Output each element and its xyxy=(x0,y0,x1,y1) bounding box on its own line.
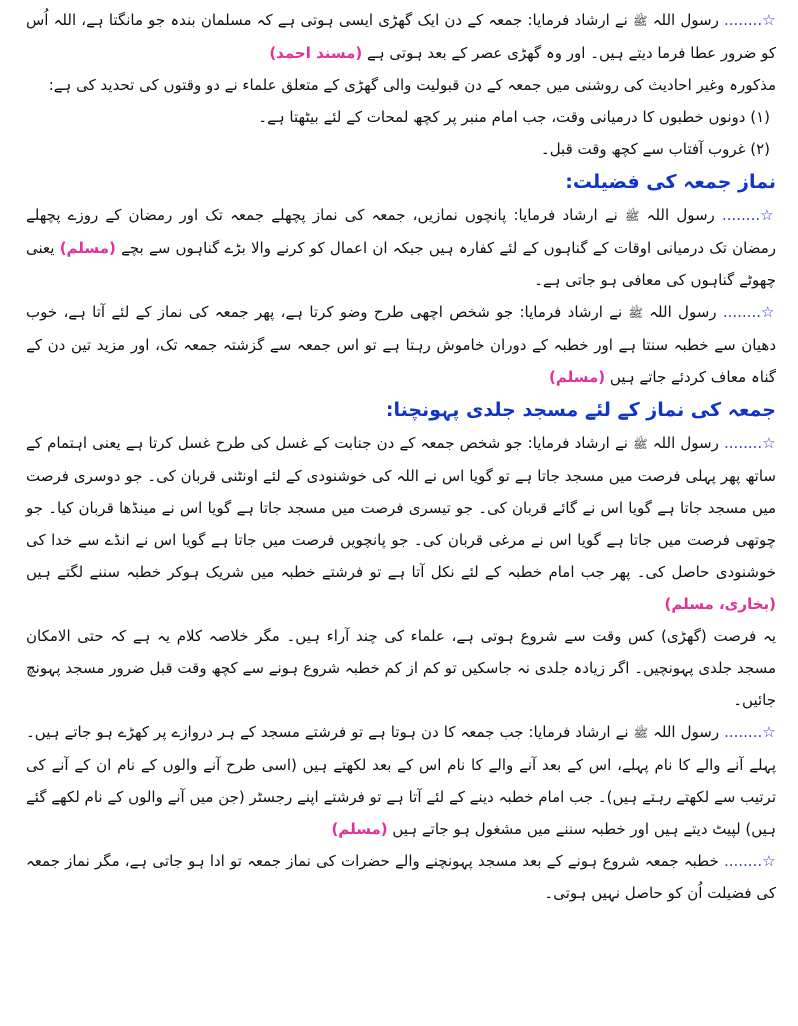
salutation-glyph: ﷺ xyxy=(628,306,643,320)
hadith-tail: یعنی چھوٹے گناہوں کی معافی ہو جاتی ہے۔ xyxy=(26,239,776,289)
said-phrase: نے ارشاد فرمایا: xyxy=(527,11,628,29)
narrator: رسول اللہ xyxy=(649,303,717,321)
hadith-text: پانچوں نمازیں، جمعہ کی نماز پچھلے جمعہ تک اور رمضان کے روزے پچھلے رمضان تک درمیانی اوقات کے گناہوں کے لئے کفارہ ہیں جبکہ ان اعمال کو کرنے والا بڑے گناہوں سے بچے xyxy=(26,206,776,257)
list-text: غروب آفتاب سے کچھ وقت قبل۔ xyxy=(540,140,746,158)
intro-text: مذکورہ وغیر احادیث کی روشنی میں جمعہ کے دن قبولیت والی گھڑی کے متعلق علماء نے دو وقتوں کی تحدید کی ہے: xyxy=(48,76,776,94)
leader-dots: ........ xyxy=(723,852,763,870)
star-icon: ☆ xyxy=(760,206,776,224)
said-phrase: نے ارشاد فرمایا: xyxy=(513,206,618,224)
intro-paragraph xyxy=(26,69,776,101)
hadith-3 xyxy=(26,296,776,393)
salutation-glyph: ﷺ xyxy=(625,209,640,223)
star-icon: ☆ xyxy=(761,303,776,321)
hadith-text: جو شخص جمعہ کے دن جنابت کے غسل کی طرح غسل کرتا ہے یعنی اہتمام کے ساتھ پھر پہلی فرصت میں مسجد جاتا ہے تو گویا اس نے اللہ کی خوشنودی کے لئے اونٹنی قربان کی۔ جو دوسری فرصت میں مسجد جاتا ہے گویا اس نے گائے قربان کی۔ جو تیسری فرصت میں مسجد جاتا ہے گویا اس نے مینڈھا قربان کیا۔ جو چوتھی فرصت میں جاتا ہے گویا اس نے مرغی قربان کی۔ جو پانچویں فرصت میں جاتا ہے گویا اس نے انڈے سے خدا کی خوشنودی حاصل کی۔ پھر جب امام خطبہ کے لئے نکل آتا ہے تو فرشتے خطبہ میں شریک ہوکر خطبہ سننے لگتے ہیں xyxy=(26,434,776,581)
hadith-4 xyxy=(26,427,776,620)
salutation-glyph: ﷺ xyxy=(633,726,649,740)
narrator: رسول اللہ xyxy=(652,11,719,29)
hadith-5 xyxy=(26,716,776,845)
section-heading-friday-prayer-virtue: نماز جمعہ کی فضیلت: xyxy=(565,171,776,193)
salutation-glyph: ﷺ xyxy=(633,437,648,451)
narrator: رسول اللہ xyxy=(652,434,719,452)
hadith-reference: (مسلم) xyxy=(59,239,116,257)
leader-dots: ........ xyxy=(724,434,763,452)
star-icon: ☆ xyxy=(762,723,776,741)
list-item-1 xyxy=(26,101,776,133)
list-number: (۲) xyxy=(750,140,770,158)
star-icon: ☆ xyxy=(762,852,776,870)
commentary-paragraph xyxy=(26,620,776,716)
hadith-text: جب جمعہ کا دن ہوتا ہے تو فرشتے مسجد کے ہر دروازے پر کھڑے ہو جاتے ہیں۔ پہلے آنے والے کا نام پہلے، اس کے بعد آنے والے کا نام اس کے بعد لکھتے ہیں (اسی طرح آنے والوں کے نام ان کے آنے کی ترتیب سے لکھتے رہتے ہیں)۔ جب امام خطبہ دینے کے لئے آتا ہے تو فرشتے اپنے رجسٹر (جن میں آنے والوں کے نام لکھے گئے ہیں) لپیٹ دیتے ہیں اور خطبہ سننے میں مشغول ہو جاتے ہیں xyxy=(26,723,776,838)
narrator: رسول اللہ xyxy=(646,206,715,224)
list-number: (۱) xyxy=(750,108,770,126)
hadith-reference: (بخاری، مسلم) xyxy=(664,595,776,613)
hadith-text: جمعہ کے دن ایک گھڑی ایسی ہوتی ہے کہ مسلمان بندہ جو مانگتا ہے، اللہ اُس کو ضرور عطا فرما دیتے ہیں۔ اور وہ گھڑی عصر کے بعد ہوتی ہے xyxy=(26,11,776,62)
leader-dots: ........ xyxy=(724,11,763,29)
hadith-text: جو شخص اچھی طرح وضو کرتا ہے، پھر جمعہ کی نماز کے لئے آتا ہے، خوب دھیان سے خطبہ سنتا ہے اور خطبہ کے دوران خاموش رہتا ہے تو اس جمعہ سے گزشتہ جمعہ تک، اور مزید تین دن کے گناہ معاف کردئے جاتے ہیں xyxy=(26,303,776,386)
closing-note xyxy=(26,845,776,909)
hadith-2 xyxy=(26,199,776,296)
note-text: خطبہ جمعہ شروع ہونے کے بعد مسجد پہونچنے والے حضرات کی نماز جمعہ تو ادا ہو جاتی ہے، مگر نماز جمعہ کی فضیلت اُن کو حاصل نہیں ہوتی۔ xyxy=(26,852,776,902)
said-phrase: نے ارشاد فرمایا: xyxy=(528,723,629,741)
star-icon: ☆ xyxy=(762,11,776,29)
hadith-reference: (مسند احمد) xyxy=(269,44,363,62)
hadith-reference: (مسلم) xyxy=(548,368,606,386)
narrator: رسول اللہ xyxy=(653,723,720,741)
star-icon: ☆ xyxy=(762,434,776,452)
list-text: دونوں خطبوں کا درمیانی وقت، جب امام منبر پر کچھ لمحات کے لئے بیٹھتا ہے۔ xyxy=(258,108,746,126)
section-heading-early-arrival: جمعہ کی نماز کے لئے مسجد جلدی پہونچنا: xyxy=(385,399,776,421)
said-phrase: نے ارشاد فرمایا: xyxy=(527,434,628,452)
leader-dots: ........ xyxy=(722,303,761,321)
list-item-2 xyxy=(26,133,776,165)
said-phrase: نے ارشاد فرمایا: xyxy=(519,303,623,321)
salutation-glyph: ﷺ xyxy=(633,14,648,28)
commentary-text: یہ فرصت (گھڑی) کس وقت سے شروع ہوتی ہے، علماء کی چند آراء ہیں۔ مگر خلاصہ کلام یہ ہے کہ حتی الامکان مسجد جلدی پہونچیں۔ اگر زیادہ جلدی نہ جاسکیں تو کم از کم خطبہ شروع ہونے سے کچھ وقت قبل ضرور مسجد پہونچ جائیں۔ xyxy=(26,627,776,709)
leader-dots: ........ xyxy=(724,723,763,741)
hadith-reference: (مسلم) xyxy=(331,820,388,838)
hadith-1 xyxy=(26,4,776,69)
leader-dots: ........ xyxy=(721,206,761,224)
